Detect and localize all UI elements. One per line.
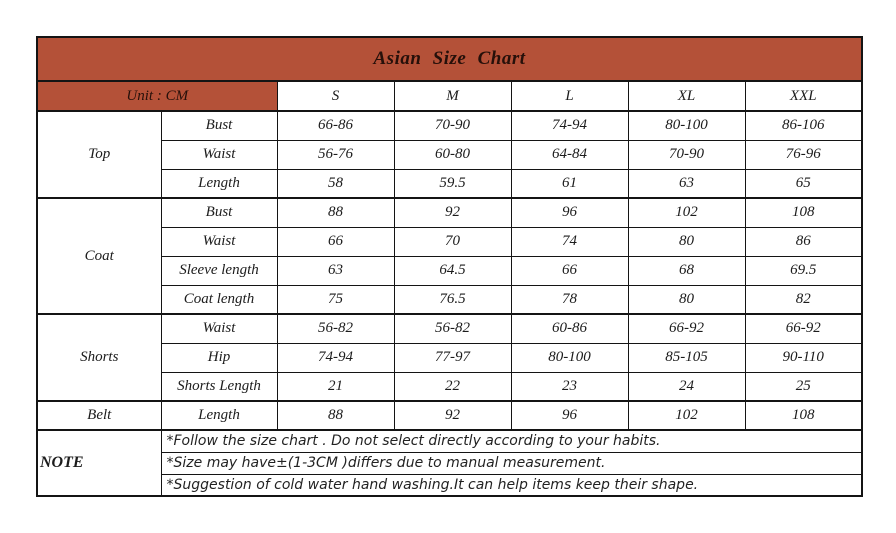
measure-label: Shorts Length [161, 372, 277, 401]
value-cell: 70-90 [394, 111, 511, 140]
chart-title: Asian Size Chart [37, 37, 862, 81]
measure-label: Hip [161, 343, 277, 372]
value-cell: 70-90 [628, 140, 745, 169]
measure-label: Length [161, 401, 277, 430]
value-cell: 92 [394, 401, 511, 430]
measure-label: Sleeve length [161, 256, 277, 285]
value-cell: 21 [277, 372, 394, 401]
value-cell: 69.5 [745, 256, 862, 285]
value-cell: 64-84 [511, 140, 628, 169]
value-cell: 88 [277, 198, 394, 227]
value-cell: 74 [511, 227, 628, 256]
value-cell: 65 [745, 169, 862, 198]
value-cell: 90-110 [745, 343, 862, 372]
measure-label: Waist [161, 314, 277, 343]
value-cell: 56-82 [277, 314, 394, 343]
measure-label: Bust [161, 111, 277, 140]
value-cell: 92 [394, 198, 511, 227]
size-chart-table [36, 36, 863, 497]
value-cell: 60-80 [394, 140, 511, 169]
category-label-belt: Belt [37, 401, 161, 430]
value-cell: 102 [628, 198, 745, 227]
value-cell: 108 [745, 198, 862, 227]
value-cell: 108 [745, 401, 862, 430]
value-cell: 66 [277, 227, 394, 256]
value-cell: 96 [511, 198, 628, 227]
note-label: NOTE [37, 430, 161, 496]
value-cell: 76.5 [394, 285, 511, 314]
value-cell: 22 [394, 372, 511, 401]
value-cell: 77-97 [394, 343, 511, 372]
value-cell: 63 [277, 256, 394, 285]
value-cell: 25 [745, 372, 862, 401]
value-cell: 82 [745, 285, 862, 314]
col-header-l: L [511, 81, 628, 111]
value-cell: 66-92 [628, 314, 745, 343]
value-cell: 78 [511, 285, 628, 314]
col-header-xxl: XXL [745, 81, 862, 111]
value-cell: 76-96 [745, 140, 862, 169]
value-cell: 70 [394, 227, 511, 256]
value-cell: 86-106 [745, 111, 862, 140]
value-cell: 80 [628, 285, 745, 314]
value-cell: 75 [277, 285, 394, 314]
value-cell: 85-105 [628, 343, 745, 372]
value-cell: 56-82 [394, 314, 511, 343]
measure-label: Coat length [161, 285, 277, 314]
value-cell: 80-100 [511, 343, 628, 372]
value-cell: 61 [511, 169, 628, 198]
value-cell: 58 [277, 169, 394, 198]
value-cell: 66-86 [277, 111, 394, 140]
measure-label: Bust [161, 198, 277, 227]
note-line: *Follow the size chart . Do not select directly according to your habits. [161, 430, 862, 452]
unit-label: Unit : CM [37, 81, 277, 111]
value-cell: 56-76 [277, 140, 394, 169]
value-cell: 80 [628, 227, 745, 256]
value-cell: 68 [628, 256, 745, 285]
category-label-shorts: Shorts [37, 314, 161, 401]
value-cell: 80-100 [628, 111, 745, 140]
value-cell: 23 [511, 372, 628, 401]
note-line: *Size may have±(1-3CM )differs due to manual measurement. [161, 452, 862, 474]
value-cell: 74-94 [277, 343, 394, 372]
value-cell: 60-86 [511, 314, 628, 343]
col-header-xl: XL [628, 81, 745, 111]
category-label-top: Top [37, 111, 161, 198]
value-cell: 74-94 [511, 111, 628, 140]
note-line: *Suggestion of cold water hand washing.It can help items keep their shape. [161, 474, 862, 496]
value-cell: 102 [628, 401, 745, 430]
col-header-s: S [277, 81, 394, 111]
value-cell: 24 [628, 372, 745, 401]
measure-label: Waist [161, 227, 277, 256]
category-label-coat: Coat [37, 198, 161, 314]
value-cell: 66-92 [745, 314, 862, 343]
value-cell: 86 [745, 227, 862, 256]
value-cell: 96 [511, 401, 628, 430]
value-cell: 66 [511, 256, 628, 285]
value-cell: 88 [277, 401, 394, 430]
measure-label: Waist [161, 140, 277, 169]
value-cell: 59.5 [394, 169, 511, 198]
value-cell: 63 [628, 169, 745, 198]
value-cell: 64.5 [394, 256, 511, 285]
col-header-m: M [394, 81, 511, 111]
measure-label: Length [161, 169, 277, 198]
